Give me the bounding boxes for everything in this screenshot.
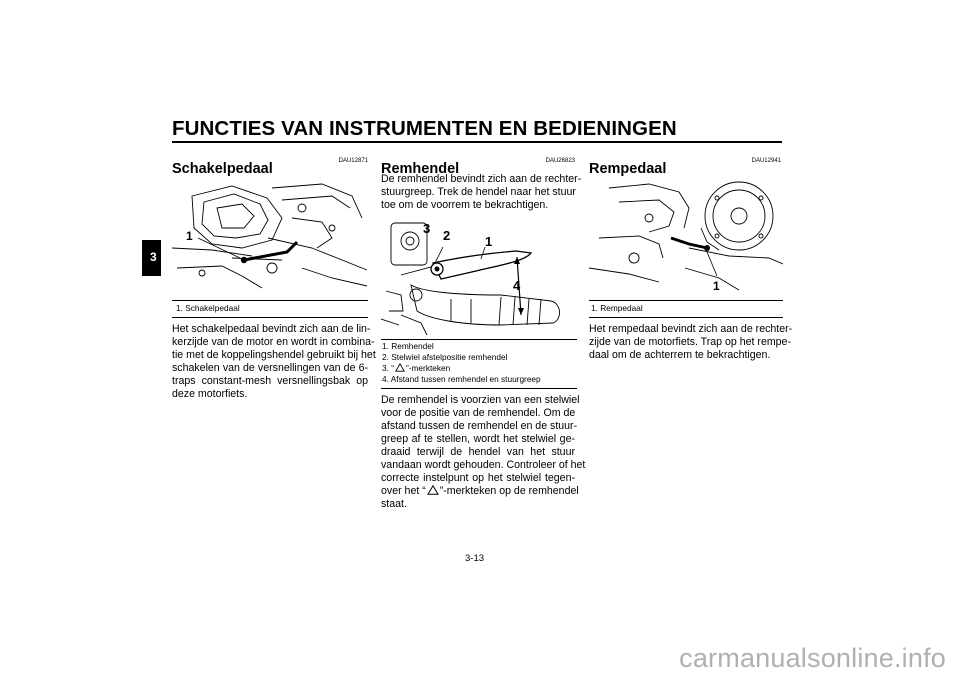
- text-line: greep af te stellen, wordt het stelwiel ge-: [381, 433, 575, 445]
- warning-triangle-icon: [395, 363, 405, 372]
- text-line: voor de positie van de remhendel. Om de: [381, 407, 576, 419]
- text-line: staat.: [381, 498, 407, 510]
- section-code-brake-lever: DAU26823: [545, 158, 575, 164]
- text-line: deze motorfiets.: [172, 388, 248, 400]
- text-line: schakelen van de versnellingen van de 6-: [172, 362, 368, 374]
- section-title-shift-pedal: Schakelpedaal: [172, 161, 273, 177]
- text-line: draaid terwijl de hendel van het stuur: [381, 446, 575, 458]
- section-title-brake-lever: Remhendel: [381, 161, 460, 177]
- text-line: De remhendel bevindt zich aan de rechter-: [381, 173, 582, 185]
- caption-shift-pedal: 1. Schakelpedaal: [176, 303, 240, 313]
- text-line: daal om de achterrem te bekrachtigen.: [589, 349, 771, 361]
- caption-rule-brake-lever-bottom: [381, 388, 577, 389]
- warning-triangle-icon: [427, 485, 439, 495]
- caption-rule-brake-pedal-bottom: [589, 317, 783, 318]
- chapter-number: 3: [150, 250, 157, 264]
- text-line: over het “ ”-merkteken op de remhendel: [381, 485, 579, 497]
- caption-rule-shift-pedal: [172, 300, 368, 301]
- text-line: toe om de voorrem te bekrachtigen.: [381, 199, 549, 211]
- page-number: 3-13: [465, 553, 485, 564]
- caption-brake-pedal: 1. Rempedaal: [591, 303, 643, 313]
- text-line: tie met de koppelingshendel gebruikt bij het: [172, 349, 376, 361]
- caption-item: 4. Afstand tussen remhendel en stuurgreep: [382, 374, 541, 384]
- brake-lever-callout-4: 4: [513, 278, 521, 293]
- captions-brake-lever: [382, 341, 541, 385]
- caption-rule-shift-pedal-bottom: [172, 317, 368, 318]
- section-code-shift-pedal: DAU12871: [338, 158, 368, 164]
- shift-pedal-callout: 1: [186, 229, 193, 243]
- body-brake-lever: [381, 394, 586, 511]
- section-code-brake-pedal: DAU12941: [751, 158, 781, 164]
- caption-item: 1. Remhendel: [382, 341, 434, 351]
- shift-pedal-illustration: [172, 178, 368, 298]
- text-line: stuurgreep. Trek de hendel naar het stuur: [381, 186, 576, 198]
- text-line: traps constant-mesh versnellingsbak op: [172, 375, 368, 387]
- section-title-brake-pedal: Rempedaal: [589, 161, 667, 177]
- caption-item: 2. Stelwiel afstelpositie remhendel: [382, 352, 508, 362]
- brake-lever-callout-2: 2: [443, 228, 451, 243]
- text-line: Het schakelpedaal bevindt zich aan de lin-: [172, 323, 371, 335]
- text-line: afstand tussen de remhendel en de stuur-: [381, 420, 578, 432]
- intro-brake-lever: [381, 173, 582, 212]
- body-brake-pedal: [589, 323, 793, 362]
- header-rule: [172, 141, 782, 143]
- text-line: zijde van de motorfiets. Trap op het rempe-: [589, 336, 791, 348]
- text-line: Het rempedaal bevindt zich aan de rechter-: [589, 323, 793, 335]
- body-shift-pedal: [172, 323, 376, 401]
- brake-lever-callout-3: 3: [423, 221, 431, 236]
- watermark: carmanualsonline.info: [679, 643, 946, 673]
- text-line: kerzijde van de motor en wordt in combina-: [172, 336, 375, 348]
- caption-item: 3. “ ”-merkteken: [382, 363, 451, 373]
- brake-lever-callout-1: 1: [485, 234, 493, 249]
- text-line: correcte instelpunt op het stelwiel tegen-: [381, 472, 575, 484]
- caption-rule-brake-pedal: [589, 300, 783, 301]
- brake-lever-illustration: [381, 215, 577, 337]
- text-line: vandaan wordt gehouden. Controleer of het: [381, 459, 586, 471]
- caption-rule-brake-lever: [381, 339, 577, 340]
- text-line: De remhendel is voorzien van een stelwiel: [381, 394, 580, 406]
- brake-pedal-callout: 1: [713, 279, 720, 293]
- page-title: FUNCTIES VAN INSTRUMENTEN EN BEDIENINGEN: [172, 117, 677, 140]
- brake-pedal-illustration: [589, 178, 783, 298]
